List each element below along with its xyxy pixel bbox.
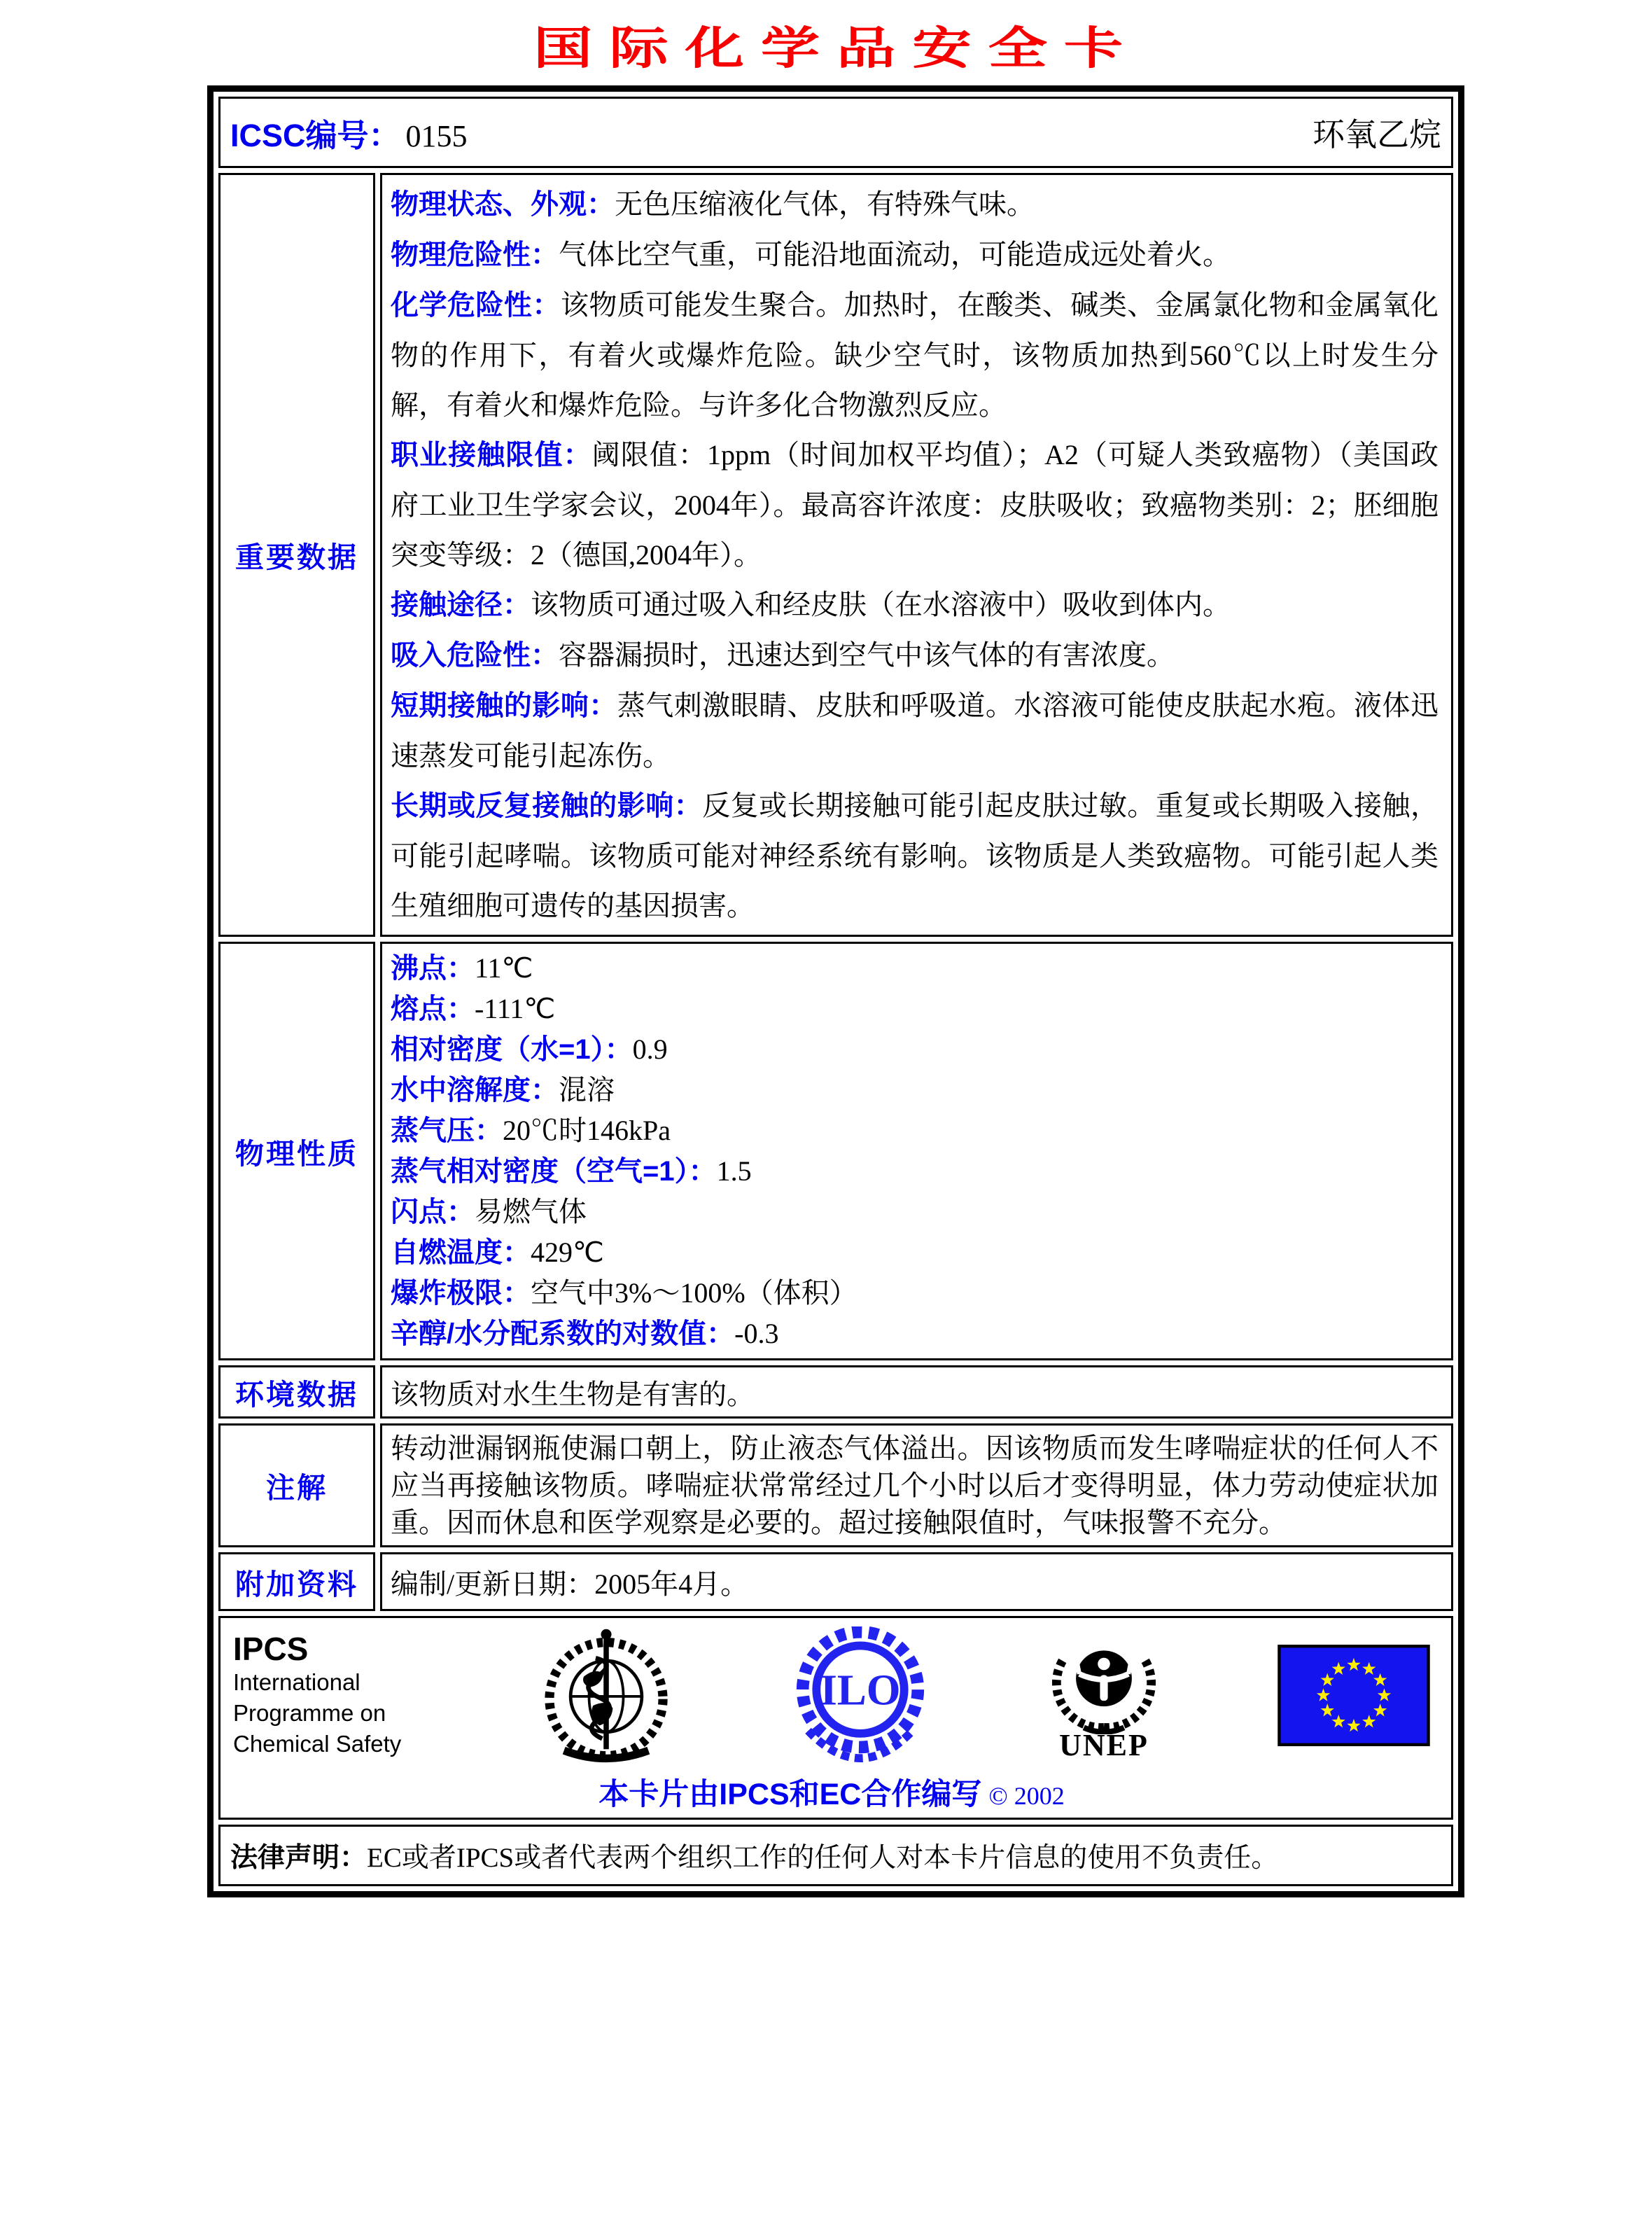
ipcs-acronym: IPCS [233,1631,309,1667]
icsc-card-table [207,85,1464,1897]
notes-row [218,1423,1453,1547]
prop-boiling-point: 沸点：11℃ [391,952,533,984]
section-content-additional-info: 编制/更新日期：2005年4月。 [380,1552,1453,1611]
entry-physical-state: 物理状态、外观：无色压缩液化气体，有特殊气味。 [391,188,1035,220]
unep-emblem-icon [1048,1629,1160,1734]
entry-long-term-effects: 长期或反复接触的影响：反复或长期接触可能引起皮肤过敏。重复或长期吸入接触，可能引起哮喘。该物质可能对神经系统有影响。该物质是人类致癌物。可能引起人类生殖细胞可遗传的基因损害。 [391,790,1439,921]
entry-exposure-routes: 接触途径：该物质可通过吸入和经皮肤（在水溶液中）吸收到体内。 [391,589,1231,620]
prop-vapor-density: 蒸气相对密度（空气=1）：1.5 [391,1155,752,1187]
unep-caption: UNEP [1059,1728,1149,1762]
prop-melting-point: 熔点：-111℃ [391,993,556,1024]
prop-relative-density: 相对密度（水=1）：0.9 [391,1033,668,1065]
section-label-environmental-data: 环境数据 [218,1365,375,1419]
legal-cell [218,1825,1453,1886]
environmental-data-row [218,1365,1453,1419]
section-label-notes: 注解 [218,1423,375,1547]
section-content-physical-properties [380,942,1453,1360]
credit-copyright: © 2002 [988,1782,1065,1810]
section-content-important-data [380,173,1453,937]
icsc-number-group [230,110,468,155]
credit-line [233,1771,1430,1813]
section-label-important-data: 重要数据 [218,173,375,937]
header-cell [218,97,1453,168]
entry-chemical-danger: 化学危险性：该物质可能发生聚合。加热时，在酸类、碱类、金属氯化物和金属氧化物的作用下，有着火或爆炸危险。缺少空气时，该物质加热到560℃以上时发生分解，有着火和爆炸危险。与许多化合物激烈反应。 [391,289,1439,421]
prop-explosive-limits: 爆炸极限：空气中3%～100%（体积） [391,1277,858,1309]
ipcs-logo-text [233,1631,422,1759]
prop-autoignition-temp: 自燃温度：429℃ [391,1236,604,1268]
header-row [218,97,1453,168]
ipcs-line-3: Chemical Safety [233,1731,402,1757]
credit-text: 本卡片由IPCS和EC合作编写 [598,1778,982,1811]
icsc-number-label: ICSC编号： [230,117,400,153]
logos-cell [218,1616,1453,1820]
prop-flash-point: 闪点：易燃气体 [391,1196,587,1227]
section-label-additional-info: 附加资料 [218,1552,375,1611]
additional-info-row [218,1552,1453,1611]
entry-physical-danger: 物理危险性：气体比空气重，可能沿地面流动，可能造成远处着火。 [391,239,1231,270]
icsc-number-value: 0155 [405,118,468,153]
unep-logo [1048,1629,1160,1761]
legal-text: EC或者IPCS或者代表两个组织工作的任何人对本卡片信息的使用不负责任。 [367,1843,1279,1873]
logos-row [218,1616,1453,1820]
section-label-physical-properties: 物理性质 [218,942,375,1360]
physical-properties-row [218,942,1453,1360]
chemical-name: 环氧乙烷 [1312,117,1441,153]
section-content-environmental-data: 该物质对水生生物是有害的。 [380,1365,1453,1419]
legal-row [218,1825,1453,1886]
entry-inhalation-risk: 吸入危险性：容器漏损时，迅速达到空气中该气体的有害浓度。 [391,639,1175,671]
important-data-row [218,173,1453,937]
page-title: 国际化学品安全卡 [533,22,1140,75]
who-logo-icon [540,1626,673,1764]
ipcs-line-1: International [233,1669,360,1695]
ilo-monogram: ILO [820,1665,901,1715]
legal-label: 法律声明： [230,1843,368,1873]
entry-short-term-effects: 短期接触的影响：蒸气刺激眼睛、皮肤和呼吸道。水溶液可能使皮肤起水疱。液体迅速蒸发可能引起冻伤。 [391,690,1439,772]
notes-text: 转动泄漏钢瓶使漏口朝上，防止液态气体溢出。因该物质而发生哮喘症状的任何人不应当再接触该物质。哮喘症状常常经过几个小时以后才变得明显，体力劳动使症状加重。因而休息和医学观察是必要的。超过接触限值时，气味报警不充分。 [391,1433,1438,1538]
prop-octanol-water: 辛醇/水分配系数的对数值：-0.3 [391,1318,779,1349]
ilo-logo-icon [790,1626,930,1764]
eu-flag-icon [1278,1645,1430,1746]
ipcs-line-2: Programme on [233,1700,386,1726]
prop-water-solubility: 水中溶解度：混溶 [391,1074,615,1106]
page-title-wrap [210,13,1463,77]
entry-occupational-limits: 职业接触限值：阈限值：1ppm（时间加权平均值）；A2（可疑人类致癌物）（美国政府工业卫生学家会议，2004年）。最高容许浓度：皮肤吸收；致癌物类别：2；胚细胞突变等级：2（德国,2004年）。 [391,439,1439,571]
prop-vapor-pressure: 蒸气压：20℃时146kPa [391,1115,671,1146]
section-content-notes [380,1423,1453,1547]
